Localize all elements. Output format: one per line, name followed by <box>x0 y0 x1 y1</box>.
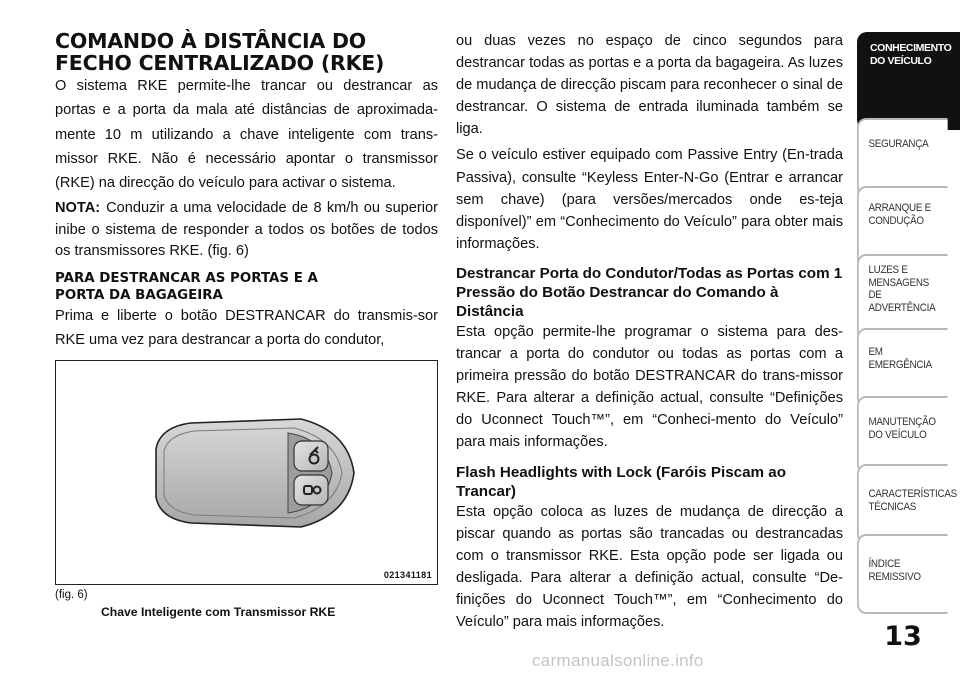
subsection-title-line-1: PARA DESTRANCAR AS PORTAS E A <box>55 270 318 286</box>
watermark-text: carmanualsonline.info <box>532 651 704 670</box>
tab-label: CARACTERÍSTICAS TÉCNICAS <box>868 488 957 513</box>
tab-label: ÍNDICE REMISSIVO <box>868 558 921 583</box>
tab-manutencao-do-veiculo[interactable] <box>857 396 948 474</box>
figure-reference: (fig. 6) <box>55 589 88 601</box>
figure-code: 021341181 <box>383 570 432 580</box>
unlock-setting-heading: Destrancar Porta do Condutor/Todas as Portas com 1 Pressão do Botão Destrancar do Comando à Distância <box>456 264 843 320</box>
left-column <box>55 30 438 353</box>
flash-headlights-heading: Flash Headlights with Lock (Faróis Piscam ao Trancar) <box>456 463 786 500</box>
continuation-paragraph: ou duas vezes no espaço de cinco segundos para destrancar todas as portas e a porta da bagageira. As luzes de mudança de direcção piscam para reconhecer o sinal de destrancar. O sistema de entrada iluminada também se liga. <box>456 33 843 138</box>
figure-caption: Chave Inteligente com Transmissor RKE <box>101 605 336 619</box>
tab-label: MANUTENÇÃO DO VEÍCULO <box>868 416 936 441</box>
unlock-paragraph: Prima e liberte o botão DESTRANCAR do transmis-sor RKE uma vez para destrancar a porta do condutor, <box>55 307 438 349</box>
note-paragraph <box>55 198 438 263</box>
key-fob-figure <box>55 360 438 585</box>
passive-entry-paragraph: Se o veículo estiver equipado com Passive Entry (En-trada Passiva), consulte “Keyless Enter-N-Go (Entrar e arrancar sem chave) (para versões/mercados onde es-teja disponível)” em “Conhecimento do Veículo” para obter mais informações. <box>456 147 843 252</box>
tab-label: SEGURANÇA <box>868 138 929 150</box>
note-text: Conduzir a uma velocidade de 8 km/h ou superior inibe o sistema de responder a todos os botões de todos os transmissores RKE. (fig. 6) <box>55 200 438 260</box>
subsection-title-line-2: PORTA DA BAGAGEIRA <box>55 287 223 303</box>
chapter-sidebar <box>857 0 960 678</box>
tab-label: ARRANQUE E CONDUÇÃO <box>868 202 931 227</box>
right-column <box>456 30 843 633</box>
key-fob-illustration <box>56 361 436 583</box>
section-title <box>55 30 438 74</box>
unlock-setting-paragraph: Esta opção permite-lhe programar o sistema para des-trancar a porta do condutor ou todas as portas com a primeira pressão do botão DESTRANCAR do trans-missor RKE. Para alterar a definição actual, consulte “Definições do Uconnect Touch™”, em “Conheci-mento do Veículo” para mais informações. <box>456 323 843 451</box>
tab-caracteristicas-tecnicas[interactable] <box>857 464 957 544</box>
tab-conhecimento-do-veiculo[interactable] <box>857 32 960 130</box>
tab-label: CONHECIMENTO DO VEÍCULO <box>870 42 952 67</box>
section-title-line-1: COMANDO À DISTÂNCIA DO <box>55 29 367 53</box>
section-title-line-2: FECHO CENTRALIZADO (RKE) <box>55 51 385 75</box>
tab-label: EM EMERGÊNCIA <box>868 346 932 371</box>
tab-indice-remissivo[interactable] <box>857 534 948 614</box>
subsection-title <box>55 270 438 304</box>
flash-headlights-paragraph: Esta opção coloca as luzes de mudança de direcção a piscar quando as portas são trancadas ou destrancadas com o transmissor RKE. Esta opção pode ser ligada ou desligada. Para alterar a definição actual, consulte “De-finições do Uconnect Touch™”, em “Conhecimento do Veículo” para mais informações. <box>456 503 843 630</box>
intro-paragraph: O sistema RKE permite-lhe trancar ou destrancar as portas e a porta da mala até distâncias de aproximada-mente 10 m utilizando a chave inteligente com trans-missor RKE. Não é necessário apontar o transmissor (RKE) na direcção do veículo para activar o sistema. <box>55 78 438 192</box>
tab-label: LUZES E MENSAGENS DE ADVERTÊNCIA <box>868 264 936 314</box>
page-number: 13 <box>884 621 922 652</box>
note-label: NOTA: <box>55 200 101 217</box>
